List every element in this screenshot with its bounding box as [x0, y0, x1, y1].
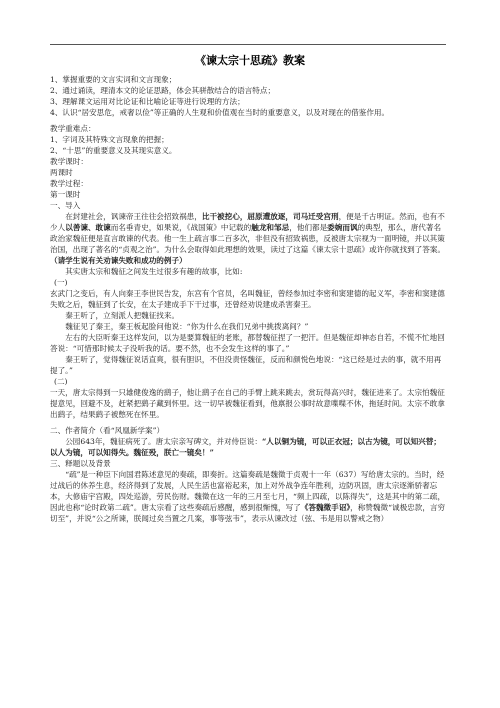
story-paragraph: 秦王听了，立刻派人把魏征找来。 — [65, 311, 180, 320]
story-label: (二) — [54, 377, 68, 386]
background-paragraph: “疏”是一种臣下向国君陈述意见的奏疏，即奏折。这篇奏疏是魏徵于贞观十一年（637）写给唐太宗的。当时，经过战后的休养生息，经济得到了发展，人民生活也富裕起来，加上对外战争连年胜利，边防巩固，唐太宗逐渐骄奢忘本，大修庙宇宫殿，四处巡游，劳民伤财。魏徵在这一年的三月至七月，“频上四疏，以陈得失”，这是其中的第二疏，因此也称“论时政第二疏”。唐太宗看了这些奏疏后感醒，感到很惭愧，写了《答魏徵手诏》，称赞魏徵“诚极忠款，言穷切至”，并说“公之所谏，朕闻过矣当置之几案，事等弦韦”，表示从谏改过（弦、韦是用以警戒之物） — [50, 470, 446, 523]
story-intro: 其实唐太宗和魏征之间发生过很多有趣的故事，比如: — [65, 267, 243, 276]
hours-label: 教学课时： — [50, 157, 88, 166]
objective-item: 1、掌握重要的文言实词和文言现象； — [50, 75, 177, 84]
section-heading: 一、导入 — [50, 201, 81, 210]
section-heading: 二、作者简介（看“风凰新学案”） — [50, 426, 165, 435]
story-paragraph: 玄武门之变后，有人向秦王李世民告发，东宫有个官员，名叫魏征，曾经参加过李密和窦建德的起义军，李密和窦建德失败之后，魏征到了长安，在太子建成手下干过事，还曾经劝说建成杀害秦王。 — [50, 289, 445, 309]
story-label: (一) — [54, 278, 68, 287]
objective-item: 3、理解课文运用对比论证和比喻论证等进行说理的方法； — [50, 97, 245, 106]
process-label: 教学过程： — [50, 179, 88, 188]
lesson-label: 第一课时 — [50, 190, 81, 199]
objective-item: 2、通过诵读，理清本文的论证思路，体会其骈散结合的语言特点； — [50, 86, 276, 95]
document-body — [50, 74, 446, 524]
story-paragraph: 魏征见了秦王，秦王板起脸问他说：“你为什么在我们兄弟中挑拨离间？” — [65, 322, 309, 331]
page-title: 《谏太宗十思疏》教案 — [195, 54, 305, 67]
key-point-item: 1、字词及其特殊文言现象的把握； — [50, 135, 169, 144]
hours-value: 两课时 — [50, 168, 73, 177]
section-heading: 三、释题以及背景 — [50, 459, 111, 468]
key-points-heading: 教学重难点： — [50, 124, 96, 133]
author-paragraph: 公园643年，魏征病死了。唐太宗亲写碑文，并对侍臣说：“人以铜为镜，可以正衣冠；以古为镜，可以知兴替；以人为镜，可以知得失。魏征殁，朕亡一镜矣！” — [50, 437, 441, 457]
story-paragraph: 一天，唐太宗得到一只雄健俊逸的鹞子，他让鹞子在自己的手臂上跳来跳去，赏玩得高兴时，魏征进来了。太宗怕魏征提意见，回避不及，赶紧把鹞子藏到怀里。这一切早被魏征看到，他禀报公事时故意喋喋不休，拖延时间。太宗不敢拿出鹞子，结果鹞子被憋死在怀里。 — [50, 388, 445, 419]
story-paragraph: 左右的大臣听秦王这样发问，以为是要算魏征的老账，都替魏征捏了一把汗。但是魏征却神态自若，不慌不忙地回答说：“可惜那时候太子没听我的话。要不然，也不会发生这样的事了。” — [50, 333, 445, 353]
story-paragraph: 秦王听了，觉得魏征说话直爽，很有胆识，不但没责怪魏征，反而和颜悦色地说：“这已经是过去的事，就不用再提了。” — [50, 355, 442, 375]
key-point-item: 2、“十思”的重要意义及其现实意义。 — [50, 146, 177, 155]
intro-paragraph: 在封建社会，讽谏帝王往往会招致祸患，比干被挖心，屈原遭放逐，司马迁受宫刑，便是千古明证。然而，也有不少人以善谏、敢谏而名垂青史，如果说，《战国策》中记载的触龙和邹忌，他们都是委婉而讽的典型，那么，唐代著名政治家魏征便是直言敢谏的代表。他一生上疏言事二百多次，非但没有招致祸患，反被唐太宗视为一面明镜，并以其策治国，出现了著名的“贞观之治”。为什么会取得如此理想的效果，读过了这篇《谏太宗十思疏》或许你就找到了答案。（请学生说有关劝谏失败和成功的例子） — [50, 212, 446, 265]
intro-note: （请学生说有关劝谏失败和成功的例子） — [50, 256, 187, 265]
header-rule — [50, 44, 446, 45]
objective-item: 4、认识“居安思危，戒奢以俭”等正确的人生观和价值观在当时的重要意义，以及对现在的借鉴作用。 — [50, 108, 390, 117]
